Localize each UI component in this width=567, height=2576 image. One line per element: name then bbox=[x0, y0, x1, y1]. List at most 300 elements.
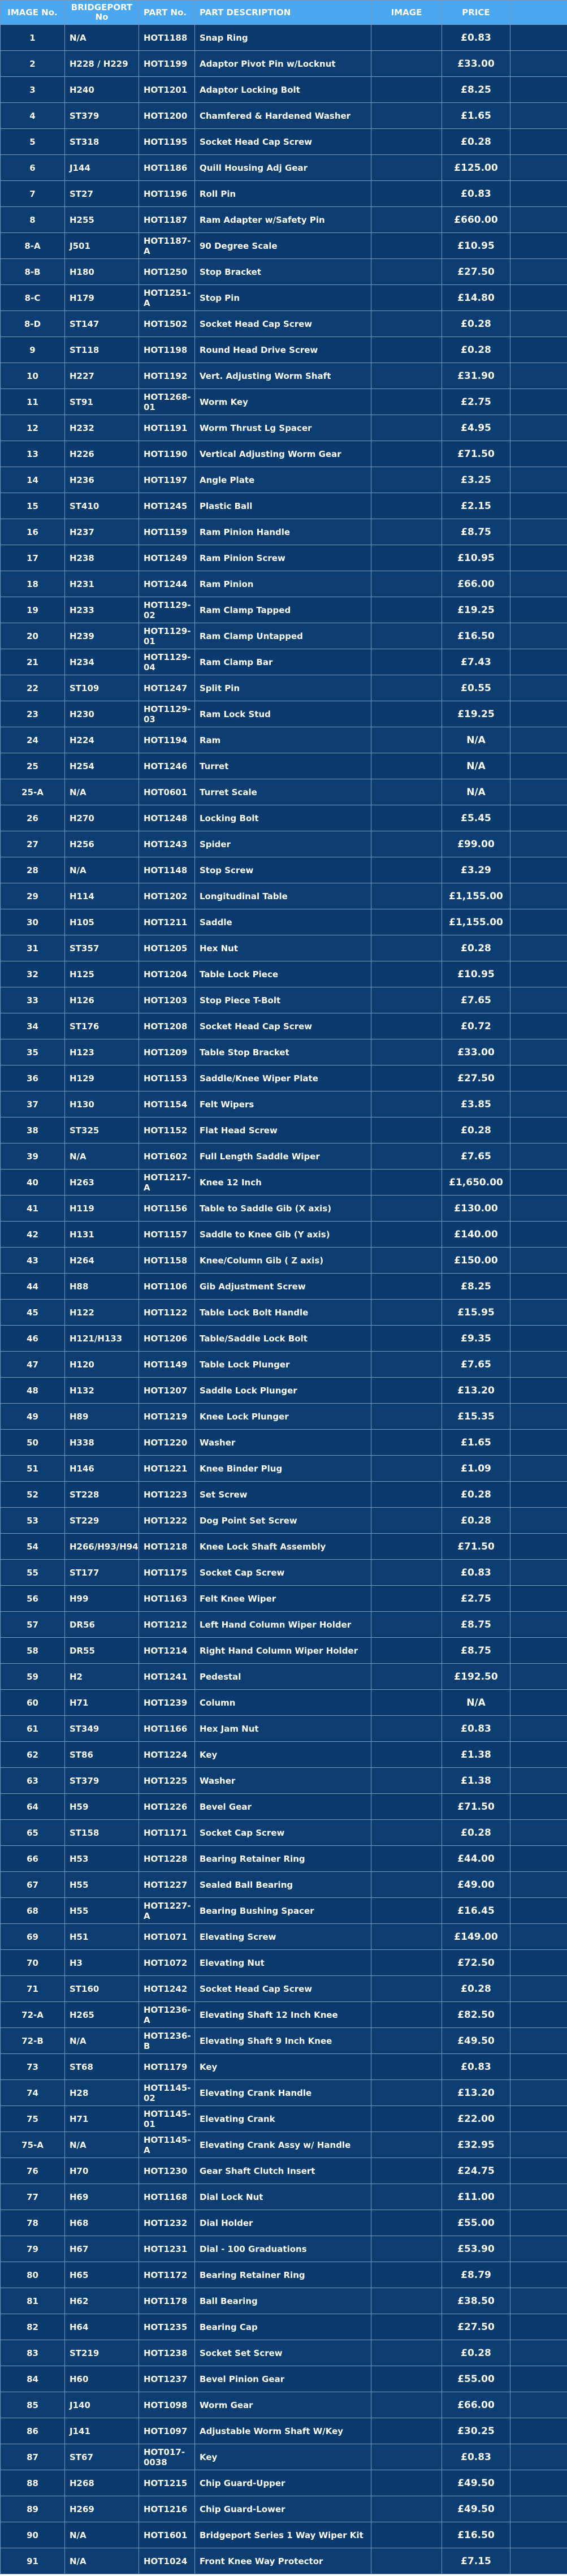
price-cell: N/A bbox=[442, 1690, 510, 1716]
image-cell bbox=[371, 519, 442, 545]
price-cell: £99.00 bbox=[442, 831, 510, 857]
bridgeport-no-cell: H226 bbox=[65, 441, 139, 467]
image-cell bbox=[371, 909, 442, 935]
bridgeport-no-cell: H59 bbox=[65, 1794, 139, 1820]
table-row bbox=[1, 2522, 567, 2548]
image-no-cell: 43 bbox=[1, 1248, 65, 1274]
part-description-cell: Table/Saddle Lock Bolt bbox=[195, 1326, 371, 1352]
price-cell: £49.50 bbox=[442, 2028, 510, 2054]
image-cell bbox=[371, 701, 442, 727]
image-cell bbox=[371, 2288, 442, 2314]
column-header-price: PRICE bbox=[442, 1, 510, 25]
blank-cell bbox=[510, 701, 567, 727]
image-no-cell: 62 bbox=[1, 1742, 65, 1768]
bridgeport-no-cell: ST176 bbox=[65, 1013, 139, 1039]
image-cell bbox=[371, 1690, 442, 1716]
blank-cell bbox=[510, 1716, 567, 1742]
price-cell: £8.25 bbox=[442, 1274, 510, 1300]
part-description-cell: Key bbox=[195, 1742, 371, 1768]
part-no-cell: HOT1245 bbox=[139, 493, 195, 519]
bridgeport-no-cell: H55 bbox=[65, 1898, 139, 1924]
table-row bbox=[1, 1664, 567, 1690]
table-row bbox=[1, 155, 567, 181]
blank-cell bbox=[510, 2028, 567, 2054]
blank-cell bbox=[510, 2418, 567, 2444]
image-cell bbox=[371, 2054, 442, 2080]
image-no-cell: 44 bbox=[1, 1274, 65, 1300]
table-row bbox=[1, 2184, 567, 2210]
image-cell bbox=[371, 493, 442, 519]
image-no-cell: 37 bbox=[1, 1091, 65, 1117]
blank-cell bbox=[510, 1560, 567, 1586]
part-no-cell: HOT1236-B bbox=[139, 2028, 195, 2054]
image-no-cell: 72-A bbox=[1, 2002, 65, 2028]
blank-cell bbox=[510, 2366, 567, 2392]
part-no-cell: HOT1217-A bbox=[139, 1170, 195, 1196]
image-no-cell: 27 bbox=[1, 831, 65, 857]
image-cell bbox=[371, 2548, 442, 2574]
table-row bbox=[1, 2028, 567, 2054]
price-cell: £0.28 bbox=[442, 1976, 510, 2002]
table-row bbox=[1, 1976, 567, 2002]
table-row bbox=[1, 1872, 567, 1898]
blank-cell bbox=[510, 2470, 567, 2496]
image-no-cell: 51 bbox=[1, 1456, 65, 1482]
price-cell: £7.65 bbox=[442, 987, 510, 1013]
bridgeport-no-cell: H238 bbox=[65, 545, 139, 571]
image-no-cell: 83 bbox=[1, 2340, 65, 2366]
price-cell: £192.50 bbox=[442, 1664, 510, 1690]
table-row bbox=[1, 1794, 567, 1820]
price-cell: £16.45 bbox=[442, 1898, 510, 1924]
price-cell: £0.28 bbox=[442, 1820, 510, 1846]
part-description-cell: Sealed Ball Bearing bbox=[195, 1872, 371, 1898]
bridgeport-no-cell: N/A bbox=[65, 2548, 139, 2574]
image-no-cell: 46 bbox=[1, 1326, 65, 1352]
bridgeport-no-cell: H180 bbox=[65, 259, 139, 285]
blank-cell bbox=[510, 1690, 567, 1716]
price-cell: £8.79 bbox=[442, 2262, 510, 2288]
part-no-cell: HOT1097 bbox=[139, 2418, 195, 2444]
table-row bbox=[1, 1508, 567, 1534]
bridgeport-no-cell: ST91 bbox=[65, 389, 139, 415]
image-no-cell: 10 bbox=[1, 363, 65, 389]
bridgeport-no-cell: H240 bbox=[65, 77, 139, 103]
bridgeport-no-cell: H62 bbox=[65, 2288, 139, 2314]
part-description-cell: Knee Lock Shaft Assembly bbox=[195, 1534, 371, 1560]
part-no-cell: HOT1198 bbox=[139, 337, 195, 363]
blank-cell bbox=[510, 1430, 567, 1456]
image-cell bbox=[371, 467, 442, 493]
image-cell bbox=[371, 1326, 442, 1352]
table-row bbox=[1, 701, 567, 727]
image-cell bbox=[371, 2418, 442, 2444]
blank-cell bbox=[510, 363, 567, 389]
image-no-cell: 54 bbox=[1, 1534, 65, 1560]
image-no-cell: 86 bbox=[1, 2418, 65, 2444]
table-row bbox=[1, 1222, 567, 1248]
image-no-cell: 57 bbox=[1, 1612, 65, 1638]
blank-cell bbox=[510, 1664, 567, 1690]
bridgeport-no-cell: H125 bbox=[65, 961, 139, 987]
blank-cell bbox=[510, 883, 567, 909]
table-row bbox=[1, 181, 567, 207]
image-cell bbox=[371, 1820, 442, 1846]
image-no-cell: 88 bbox=[1, 2470, 65, 2496]
image-no-cell: 33 bbox=[1, 987, 65, 1013]
price-cell: £0.55 bbox=[442, 675, 510, 701]
blank-cell bbox=[510, 909, 567, 935]
part-no-cell: HOT1219 bbox=[139, 1404, 195, 1430]
price-cell: £24.75 bbox=[442, 2158, 510, 2184]
part-no-cell: HOT1208 bbox=[139, 1013, 195, 1039]
blank-cell bbox=[510, 415, 567, 441]
blank-cell bbox=[510, 1274, 567, 1300]
image-cell bbox=[371, 1586, 442, 1612]
image-no-cell: 26 bbox=[1, 805, 65, 831]
image-no-cell: 73 bbox=[1, 2054, 65, 2080]
price-cell: £27.50 bbox=[442, 259, 510, 285]
image-no-cell: 15 bbox=[1, 493, 65, 519]
bridgeport-no-cell: N/A bbox=[65, 779, 139, 805]
bridgeport-no-cell: H263 bbox=[65, 1170, 139, 1196]
part-description-cell: Stop Pin bbox=[195, 285, 371, 311]
part-no-cell: HOT1221 bbox=[139, 1456, 195, 1482]
image-no-cell: 4 bbox=[1, 103, 65, 129]
price-cell: £2.75 bbox=[442, 389, 510, 415]
table-row bbox=[1, 1560, 567, 1586]
blank-cell bbox=[510, 857, 567, 883]
image-cell bbox=[371, 1352, 442, 1378]
image-cell bbox=[371, 1742, 442, 1768]
part-description-cell: Elevating Shaft 9 Inch Knee bbox=[195, 2028, 371, 2054]
blank-cell bbox=[510, 389, 567, 415]
price-cell: £49.50 bbox=[442, 2496, 510, 2522]
part-no-cell: HOT1158 bbox=[139, 1248, 195, 1274]
image-cell bbox=[371, 1300, 442, 1326]
part-description-cell: Socket Head Cap Screw bbox=[195, 1976, 371, 2002]
part-description-cell: Dial Holder bbox=[195, 2210, 371, 2236]
part-no-cell: HOT1129-04 bbox=[139, 649, 195, 675]
blank-cell bbox=[510, 1612, 567, 1638]
part-no-cell: HOT1251-A bbox=[139, 285, 195, 311]
bridgeport-no-cell: H239 bbox=[65, 623, 139, 649]
bridgeport-no-cell: H338 bbox=[65, 1430, 139, 1456]
part-no-cell: HOT1243 bbox=[139, 831, 195, 857]
part-no-cell: HOT1237 bbox=[139, 2366, 195, 2392]
part-no-cell: HOT1194 bbox=[139, 727, 195, 753]
bridgeport-no-cell: ST147 bbox=[65, 311, 139, 337]
bridgeport-no-cell: H255 bbox=[65, 207, 139, 233]
bridgeport-no-cell: H237 bbox=[65, 519, 139, 545]
price-cell: £660.00 bbox=[442, 207, 510, 233]
image-no-cell: 16 bbox=[1, 519, 65, 545]
image-no-cell: 38 bbox=[1, 1117, 65, 1144]
price-cell: £53.90 bbox=[442, 2236, 510, 2262]
bridgeport-no-cell: H231 bbox=[65, 571, 139, 597]
image-no-cell: 56 bbox=[1, 1586, 65, 1612]
table-row bbox=[1, 2366, 567, 2392]
part-no-cell: HOT1024 bbox=[139, 2548, 195, 2574]
price-cell: £2.75 bbox=[442, 1586, 510, 1612]
image-cell bbox=[371, 883, 442, 909]
part-no-cell: HOT1179 bbox=[139, 2054, 195, 2080]
image-cell bbox=[371, 2496, 442, 2522]
price-cell: £0.28 bbox=[442, 311, 510, 337]
image-no-cell: 64 bbox=[1, 1794, 65, 1820]
image-no-cell: 47 bbox=[1, 1352, 65, 1378]
part-description-cell: Bearing Bushing Spacer bbox=[195, 1898, 371, 1924]
bridgeport-no-cell: H89 bbox=[65, 1404, 139, 1430]
table-row bbox=[1, 259, 567, 285]
blank-cell bbox=[510, 1039, 567, 1065]
image-cell bbox=[371, 2262, 442, 2288]
image-no-cell: 82 bbox=[1, 2314, 65, 2340]
price-cell: £33.00 bbox=[442, 1039, 510, 1065]
image-no-cell: 25-A bbox=[1, 779, 65, 805]
blank-cell bbox=[510, 727, 567, 753]
part-no-cell: HOT1209 bbox=[139, 1039, 195, 1065]
part-description-cell: Key bbox=[195, 2444, 371, 2470]
part-description-cell: Washer bbox=[195, 1430, 371, 1456]
table-row bbox=[1, 2418, 567, 2444]
blank-cell bbox=[510, 831, 567, 857]
part-no-cell: HOT1187 bbox=[139, 207, 195, 233]
part-description-cell: Socket Head Cap Screw bbox=[195, 1013, 371, 1039]
image-no-cell: 32 bbox=[1, 961, 65, 987]
table-row bbox=[1, 1586, 567, 1612]
price-cell: £1.65 bbox=[442, 1430, 510, 1456]
image-no-cell: 21 bbox=[1, 649, 65, 675]
bridgeport-no-cell: J144 bbox=[65, 155, 139, 181]
blank-cell bbox=[510, 1404, 567, 1430]
part-no-cell: HOT1200 bbox=[139, 103, 195, 129]
price-cell: £19.25 bbox=[442, 701, 510, 727]
column-header-blank bbox=[510, 1, 567, 25]
price-cell: £149.00 bbox=[442, 1924, 510, 1950]
image-no-cell: 48 bbox=[1, 1378, 65, 1404]
image-cell bbox=[371, 1638, 442, 1664]
blank-cell bbox=[510, 129, 567, 155]
part-description-cell: Bearing Retainer Ring bbox=[195, 1846, 371, 1872]
table-row bbox=[1, 779, 567, 805]
price-cell: £16.50 bbox=[442, 623, 510, 649]
table-row bbox=[1, 2002, 567, 2028]
image-cell bbox=[371, 935, 442, 961]
blank-cell bbox=[510, 2054, 567, 2080]
blank-cell bbox=[510, 441, 567, 467]
table-row bbox=[1, 1039, 567, 1065]
bridgeport-no-cell: H51 bbox=[65, 1924, 139, 1950]
image-cell bbox=[371, 1872, 442, 1898]
part-no-cell: HOT1129-03 bbox=[139, 701, 195, 727]
part-description-cell: Elevating Crank Handle bbox=[195, 2080, 371, 2106]
part-description-cell: Ram bbox=[195, 727, 371, 753]
blank-cell bbox=[510, 2184, 567, 2210]
blank-cell bbox=[510, 1768, 567, 1794]
image-no-cell: 60 bbox=[1, 1690, 65, 1716]
bridgeport-no-cell: N/A bbox=[65, 2028, 139, 2054]
table-row bbox=[1, 207, 567, 233]
price-cell: £0.83 bbox=[442, 1716, 510, 1742]
part-description-cell: Ram Clamp Tapped bbox=[195, 597, 371, 623]
table-row bbox=[1, 1274, 567, 1300]
table-row bbox=[1, 1065, 567, 1091]
part-no-cell: HOT1159 bbox=[139, 519, 195, 545]
part-description-cell: Right Hand Column Wiper Holder bbox=[195, 1638, 371, 1664]
price-cell: N/A bbox=[442, 753, 510, 779]
bridgeport-no-cell: ST177 bbox=[65, 1560, 139, 1586]
price-cell: £3.29 bbox=[442, 857, 510, 883]
price-cell: £72.50 bbox=[442, 1950, 510, 1976]
table-row bbox=[1, 2470, 567, 2496]
price-cell: £0.83 bbox=[442, 25, 510, 51]
table-row bbox=[1, 1898, 567, 1924]
part-description-cell: Adaptor Pivot Pin w/Locknut bbox=[195, 51, 371, 77]
part-description-cell: Locking Bolt bbox=[195, 805, 371, 831]
table-row bbox=[1, 675, 567, 701]
image-cell bbox=[371, 1924, 442, 1950]
part-no-cell: HOT1226 bbox=[139, 1794, 195, 1820]
part-no-cell: HOT1206 bbox=[139, 1326, 195, 1352]
image-no-cell: 29 bbox=[1, 883, 65, 909]
price-cell: £0.28 bbox=[442, 1508, 510, 1534]
blank-cell bbox=[510, 259, 567, 285]
table-row bbox=[1, 2392, 567, 2418]
price-cell: £2.15 bbox=[442, 493, 510, 519]
image-cell bbox=[371, 1508, 442, 1534]
part-description-cell: Split Pin bbox=[195, 675, 371, 701]
table-row bbox=[1, 909, 567, 935]
table-row bbox=[1, 2236, 567, 2262]
part-description-cell: Socket Cap Screw bbox=[195, 1820, 371, 1846]
bridgeport-no-cell: H131 bbox=[65, 1222, 139, 1248]
part-description-cell: Chip Guard-Lower bbox=[195, 2496, 371, 2522]
image-no-cell: 2 bbox=[1, 51, 65, 77]
part-description-cell: Vertical Adjusting Worm Gear bbox=[195, 441, 371, 467]
image-cell bbox=[371, 363, 442, 389]
image-cell bbox=[371, 2522, 442, 2548]
image-no-cell: 58 bbox=[1, 1638, 65, 1664]
blank-cell bbox=[510, 1300, 567, 1326]
price-cell: £55.00 bbox=[442, 2366, 510, 2392]
part-description-cell: Worm Gear bbox=[195, 2392, 371, 2418]
bridgeport-no-cell: H2 bbox=[65, 1664, 139, 1690]
part-description-cell: Round Head Drive Screw bbox=[195, 337, 371, 363]
part-no-cell: HOT1098 bbox=[139, 2392, 195, 2418]
bridgeport-no-cell: H256 bbox=[65, 831, 139, 857]
price-cell: £7.15 bbox=[442, 2548, 510, 2574]
bridgeport-no-cell: H227 bbox=[65, 363, 139, 389]
blank-cell bbox=[510, 571, 567, 597]
price-cell: £0.28 bbox=[442, 337, 510, 363]
price-cell: £3.85 bbox=[442, 1091, 510, 1117]
image-no-cell: 66 bbox=[1, 1846, 65, 1872]
blank-cell bbox=[510, 545, 567, 571]
table-row bbox=[1, 285, 567, 311]
image-cell bbox=[371, 285, 442, 311]
bridgeport-no-cell: H236 bbox=[65, 467, 139, 493]
part-no-cell: HOT1211 bbox=[139, 909, 195, 935]
blank-cell bbox=[510, 1144, 567, 1170]
image-no-cell: 87 bbox=[1, 2444, 65, 2470]
image-no-cell: 35 bbox=[1, 1039, 65, 1065]
image-cell bbox=[371, 51, 442, 77]
blank-cell bbox=[510, 2314, 567, 2340]
price-cell: £1.09 bbox=[442, 1456, 510, 1482]
part-no-cell: HOT1232 bbox=[139, 2210, 195, 2236]
column-header-image-no: IMAGE No. bbox=[1, 1, 65, 25]
image-cell bbox=[371, 1117, 442, 1144]
part-no-cell: HOT1222 bbox=[139, 1508, 195, 1534]
part-description-cell: Front Knee Way Protector bbox=[195, 2548, 371, 2574]
image-no-cell: 76 bbox=[1, 2158, 65, 2184]
blank-cell bbox=[510, 961, 567, 987]
price-cell: £14.80 bbox=[442, 285, 510, 311]
part-description-cell: Stop Piece T-Bolt bbox=[195, 987, 371, 1013]
table-row bbox=[1, 727, 567, 753]
part-description-cell: Stop Screw bbox=[195, 857, 371, 883]
price-cell: £38.50 bbox=[442, 2288, 510, 2314]
part-description-cell: Saddle/Knee Wiper Plate bbox=[195, 1065, 371, 1091]
image-no-cell: 89 bbox=[1, 2496, 65, 2522]
table-row bbox=[1, 2080, 567, 2106]
part-no-cell: HOT1215 bbox=[139, 2470, 195, 2496]
part-description-cell: Elevating Shaft 12 Inch Knee bbox=[195, 2002, 371, 2028]
image-cell bbox=[371, 1378, 442, 1404]
part-description-cell: Knee Lock Plunger bbox=[195, 1404, 371, 1430]
table-row bbox=[1, 1612, 567, 1638]
table-row bbox=[1, 2288, 567, 2314]
price-cell: £49.50 bbox=[442, 2470, 510, 2496]
image-cell bbox=[371, 2444, 442, 2470]
table-row bbox=[1, 363, 567, 389]
part-description-cell: Hex Nut bbox=[195, 935, 371, 961]
blank-cell bbox=[510, 2132, 567, 2158]
bridgeport-no-cell: H53 bbox=[65, 1846, 139, 1872]
part-no-cell: HOT1268-01 bbox=[139, 389, 195, 415]
part-description-cell: Washer bbox=[195, 1768, 371, 1794]
blank-cell bbox=[510, 1846, 567, 1872]
part-no-cell: HOT1225 bbox=[139, 1768, 195, 1794]
image-no-cell: 85 bbox=[1, 2392, 65, 2418]
part-no-cell: HOT1175 bbox=[139, 1560, 195, 1586]
image-cell bbox=[371, 623, 442, 649]
bridgeport-no-cell: N/A bbox=[65, 2132, 139, 2158]
table-row bbox=[1, 753, 567, 779]
table-row bbox=[1, 805, 567, 831]
image-cell bbox=[371, 1456, 442, 1482]
part-no-cell: HOT1224 bbox=[139, 1742, 195, 1768]
table-row bbox=[1, 2054, 567, 2080]
table-row bbox=[1, 519, 567, 545]
image-no-cell: 84 bbox=[1, 2366, 65, 2392]
part-no-cell: HOT1168 bbox=[139, 2184, 195, 2210]
table-row bbox=[1, 1404, 567, 1430]
part-description-cell: Stop Bracket bbox=[195, 259, 371, 285]
image-no-cell: 34 bbox=[1, 1013, 65, 1039]
table-row bbox=[1, 1768, 567, 1794]
image-cell bbox=[371, 1950, 442, 1976]
blank-cell bbox=[510, 935, 567, 961]
table-row bbox=[1, 1352, 567, 1378]
image-no-cell: 28 bbox=[1, 857, 65, 883]
image-cell bbox=[371, 2028, 442, 2054]
table-row bbox=[1, 1326, 567, 1352]
image-no-cell: 49 bbox=[1, 1404, 65, 1430]
price-cell: £5.45 bbox=[442, 805, 510, 831]
bridgeport-no-cell: H132 bbox=[65, 1378, 139, 1404]
